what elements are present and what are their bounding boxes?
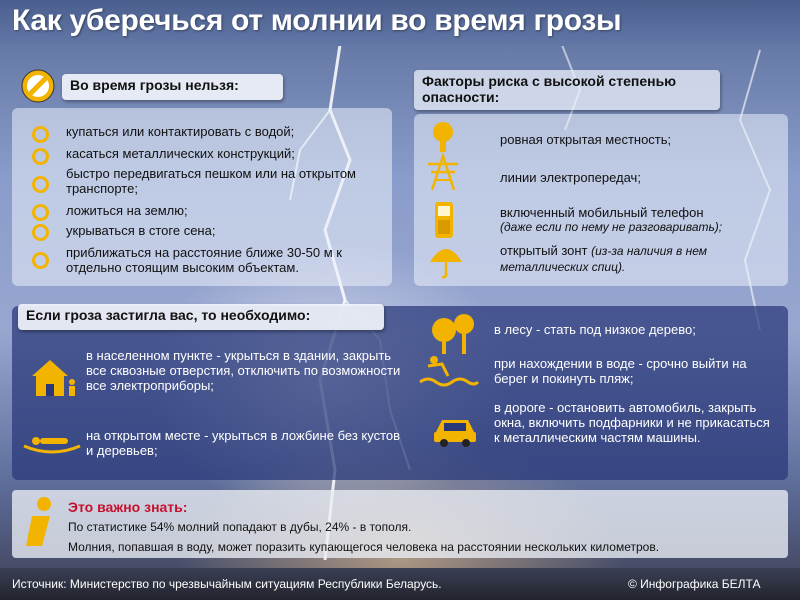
forbidden-heading: Во время грозы нельзя: (62, 74, 283, 100)
bullet (32, 252, 49, 269)
necessary-heading: Если гроза застигла вас, то необходимо: (18, 304, 384, 330)
page-title: Как уберечься от молнии во время грозы (12, 4, 622, 37)
risk-note: (даже если по нему не разговаривать); (500, 220, 723, 234)
risk-item-text: открытый зонт (500, 243, 588, 258)
lying-person-icon (22, 432, 82, 458)
necessary-item: в дороге - остановить автомобиль, закрыть окна, включить подфарники и не прикасаться к металлическим частям машины. (494, 400, 770, 445)
mobile-phone-icon (432, 200, 456, 240)
risk-heading: Факторы риска с высокой степенью опасности: (414, 70, 720, 110)
bullet (32, 148, 49, 165)
swimmer-icon (418, 354, 478, 390)
bullet (32, 176, 49, 193)
forbidden-item: укрываться в стоге сена; (66, 223, 216, 238)
forbidden-item: касаться металлических конструкций; (66, 146, 295, 161)
risk-item (500, 243, 782, 275)
risk-item: ровная открытая местность; (500, 132, 672, 147)
info-i-icon (20, 496, 60, 550)
risk-item: включенный мобильный телефон (500, 205, 704, 220)
credit-text: © Инфографика БЕЛТА (628, 577, 761, 591)
bullet (32, 126, 49, 143)
car-icon (432, 414, 478, 448)
no-sign-icon (18, 66, 58, 106)
forbidden-item: приближаться на расстояние ближе 30-50 м к отдельно стоящим высоким объектам. (66, 245, 342, 275)
umbrella-icon (428, 242, 464, 278)
important-line: По статистике 54% молний попадают в дубы, 24% - в тополя. (68, 520, 412, 534)
necessary-item: в населенном пункте - укрыться в здании, закрыть все сквозные отверстия, отключить по возможности все электроприборы; (86, 348, 401, 393)
risk-item: линии электропередач; (500, 170, 641, 185)
bullet (32, 224, 49, 241)
house-person-icon (30, 356, 76, 400)
lightbulb-pin-icon (428, 120, 458, 154)
forbidden-item: купаться или контактировать с водой; (66, 124, 295, 139)
necessary-item: при нахождении в воде - срочно выйти на берег и покинуть пляж; (494, 356, 747, 386)
important-heading: Это важно знать: (68, 499, 188, 515)
necessary-item: в лесу - стать под низкое дерево; (494, 322, 696, 337)
trees-icon (430, 312, 476, 356)
bullet (32, 204, 49, 221)
necessary-item: на открытом месте - укрыться в ложбине без кустов и деревьев; (86, 428, 401, 458)
source-text: Источник: Министерство по чрезвычайным ситуациям Республики Беларусь. (12, 577, 442, 591)
important-line: Молния, попавшая в воду, может поразить купающегося человека на расстоянии нескольких километров. (68, 540, 660, 554)
risk-note: (из-за наличия в нем металлических спиц). (500, 244, 708, 274)
footer-bar (0, 568, 800, 600)
power-tower-icon (426, 152, 460, 192)
forbidden-item: ложиться на землю; (66, 203, 188, 218)
forbidden-item: быстро передвигаться пешком или на открытом транспорте; (66, 166, 356, 196)
